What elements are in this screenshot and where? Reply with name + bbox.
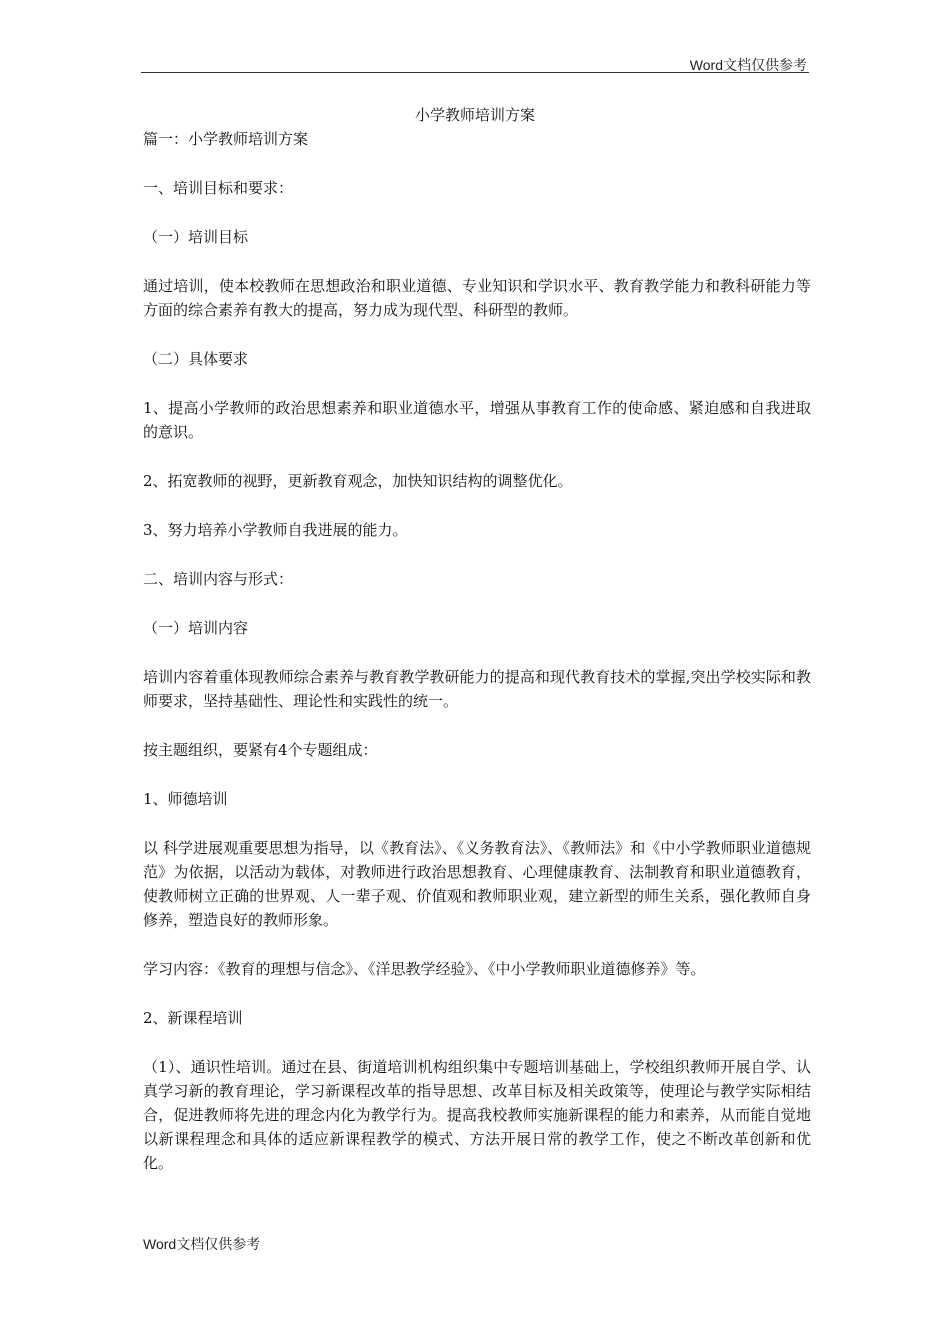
paragraph: 1、提高小学教师的政治思想素养和职业道德水平，增强从事教育工作的使命感、紧迫感和自我进取的意识。	[143, 399, 811, 441]
paragraph: 2、拓宽教师的视野，更新教育观念，加快知识结构的调整优化。	[143, 472, 573, 490]
paragraph: 3、努力培养小学教师自我进展的能力。	[143, 521, 408, 539]
paragraph: 1、师德培训	[143, 790, 228, 808]
page-footer-text: Word文档仅供参考	[143, 1236, 261, 1252]
paragraph: （一）培训内容	[143, 619, 249, 637]
paragraph: 培训内容着重体现教师综合素养与教育教学教研能力的提高和现代教育技术的掌握,突出学校实际和教师要求，坚持基础性、理论性和实践性的统一。	[143, 668, 811, 710]
paragraph: 一、培训目标和要求：	[143, 179, 294, 197]
paragraph: 通过培训，使本校教师在思想政治和职业道德、专业知识和学识水平、教育教学能力和教科研能力等方面的综合素养有教大的提高，努力成为现代型、科研型的教师。	[143, 277, 811, 319]
page-header-text: Word文档仅供参考	[689, 57, 807, 73]
paragraph: 2、新课程培训	[143, 1009, 243, 1027]
paragraph: 以 科学进展观重要思想为指导，以《教育法》、《义务教育法》、《教师法》和《中小学教师职业道德规范》为依据，以活动为载体，对教师进行政治思想教育、心理健康教育、法制教育和职业道德教育，使教师树立正确的世界观、人一辈子观、价值观和教师职业观，建立新型的师生关系，强化教师自身修养，塑造良好的教师形象。	[143, 839, 811, 929]
header-rule	[141, 72, 809, 73]
document-body	[143, 127, 811, 1200]
paragraph: 按主题组织，要紧有4个专题组成：	[143, 741, 378, 759]
paragraph: （二）具体要求	[143, 350, 249, 368]
paragraph: 学习内容：《教育的理想与信念》、《洋思教学经验》、《中小学教师职业道德修养》等。	[143, 960, 706, 978]
paragraph: （一）培训目标	[143, 228, 249, 246]
document-title: 小学教师培训方案	[414, 106, 535, 124]
paragraph: 篇一：小学教师培训方案	[143, 130, 309, 148]
paragraph: （1）、通识性培训。通过在县、街道培训机构组织集中专题培训基础上，学校组织教师开展自学、认真学习新的教育理论，学习新课程改革的指导思想、改革目标及相关政策等，使理论与教学实际相结合，促进教师将先进的理念内化为教学行为。提高我校教师实施新课程的能力和素养，从而能自觉地以新课程理念和具体的适应新课程教学的模式、方法开展日常的教学工作，使之不断改革创新和优化。	[143, 1058, 811, 1172]
paragraph: 二、培训内容与形式：	[143, 570, 294, 588]
